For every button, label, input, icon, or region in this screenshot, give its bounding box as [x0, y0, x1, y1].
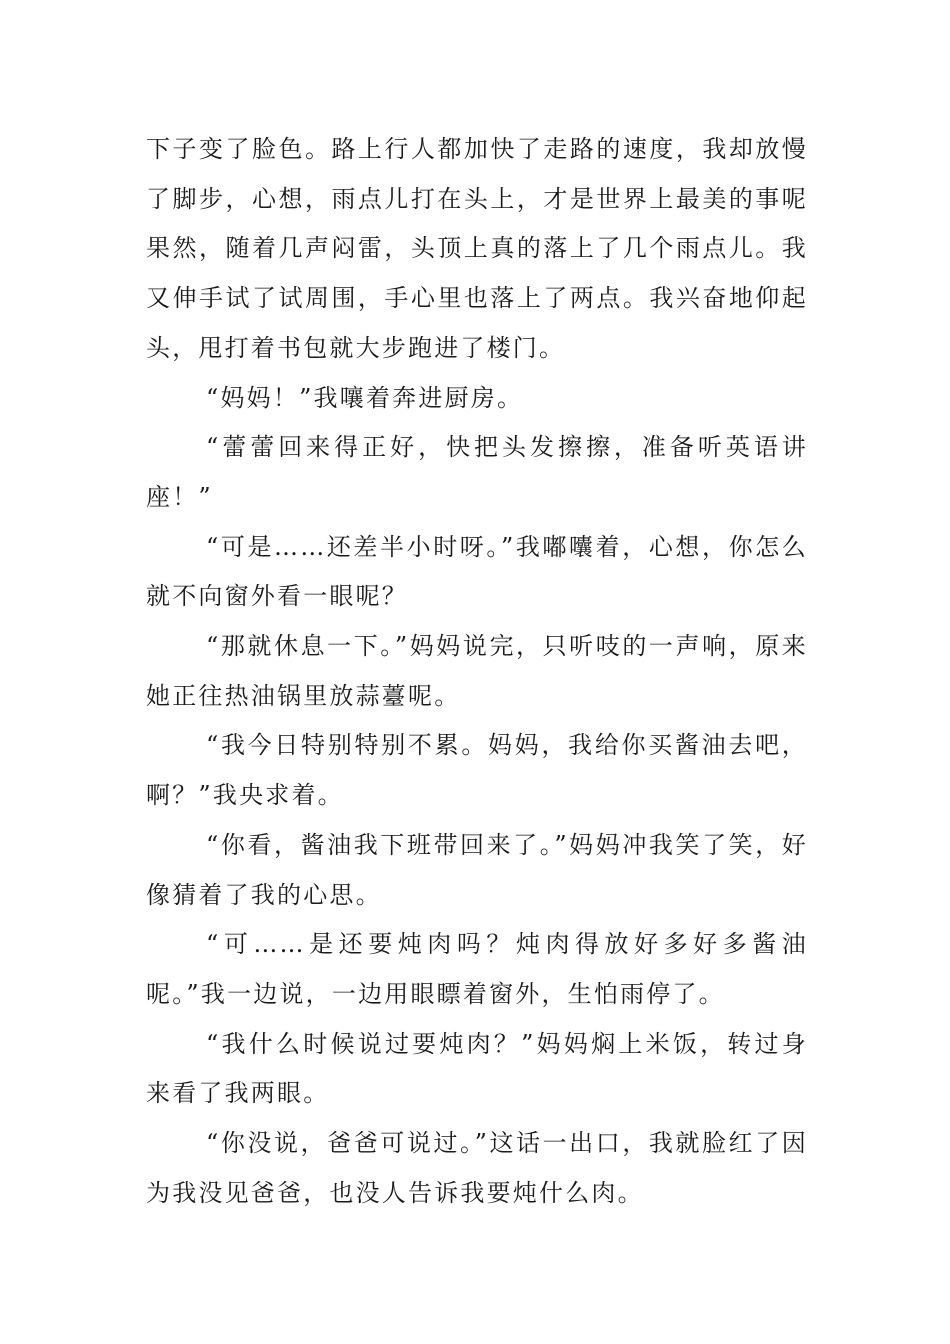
paragraph-6: “我今日特别特别不累。妈妈，我给你买酱油去吧，啊？”我央求着。: [146, 731, 808, 810]
paragraph-3: “蕾蕾回来得正好，快把头发擦擦，准备听英语讲座！”: [146, 433, 808, 511]
paragraph-2: “妈妈！”我嚷着奔进厨房。: [206, 383, 524, 412]
paragraph-8: “可……是还要炖肉吗？炖肉得放好多好多酱油呢。”我一边说，一边用眼瞟着窗外，生怕雨停了。: [146, 930, 808, 1008]
document-page: [146, 125, 808, 1218]
paragraph-9: “我什么时候说过要炖肉？”妈妈焖上米饭，转过身来看了我两眼。: [146, 1029, 808, 1108]
paragraph-10: “你没说，爸爸可说过。”这话一出口，我就脸红了因为我没见爸爸，也没人告诉我要炖什么肉。: [146, 1129, 808, 1207]
paragraph-1: 下子变了脸色。路上行人都加快了走路的速度，我却放慢了脚步，心想，雨点儿打在头上，才是世界上最美的事呢果然，随着几声闷雷，头顶上真的落上了几个雨点儿。我又伸手试了试周围，手心里也落上了两点。我兴奋地仰起头，甩打着书包就大步跑进了楼门。: [146, 135, 808, 362]
paragraph-5: “那就休息一下。”妈妈说完，只听吱的一声响，原来她正往热油锅里放蒜薹呢。: [146, 632, 808, 710]
paragraph-4: “可是……还差半小时呀。”我嘟囔着，心想，你怎么就不向窗外看一眼呢？: [146, 532, 808, 611]
paragraph-7: “你看，酱油我下班带回来了。”妈妈冲我笑了笑，好像猜着了我的心思。: [146, 830, 808, 909]
